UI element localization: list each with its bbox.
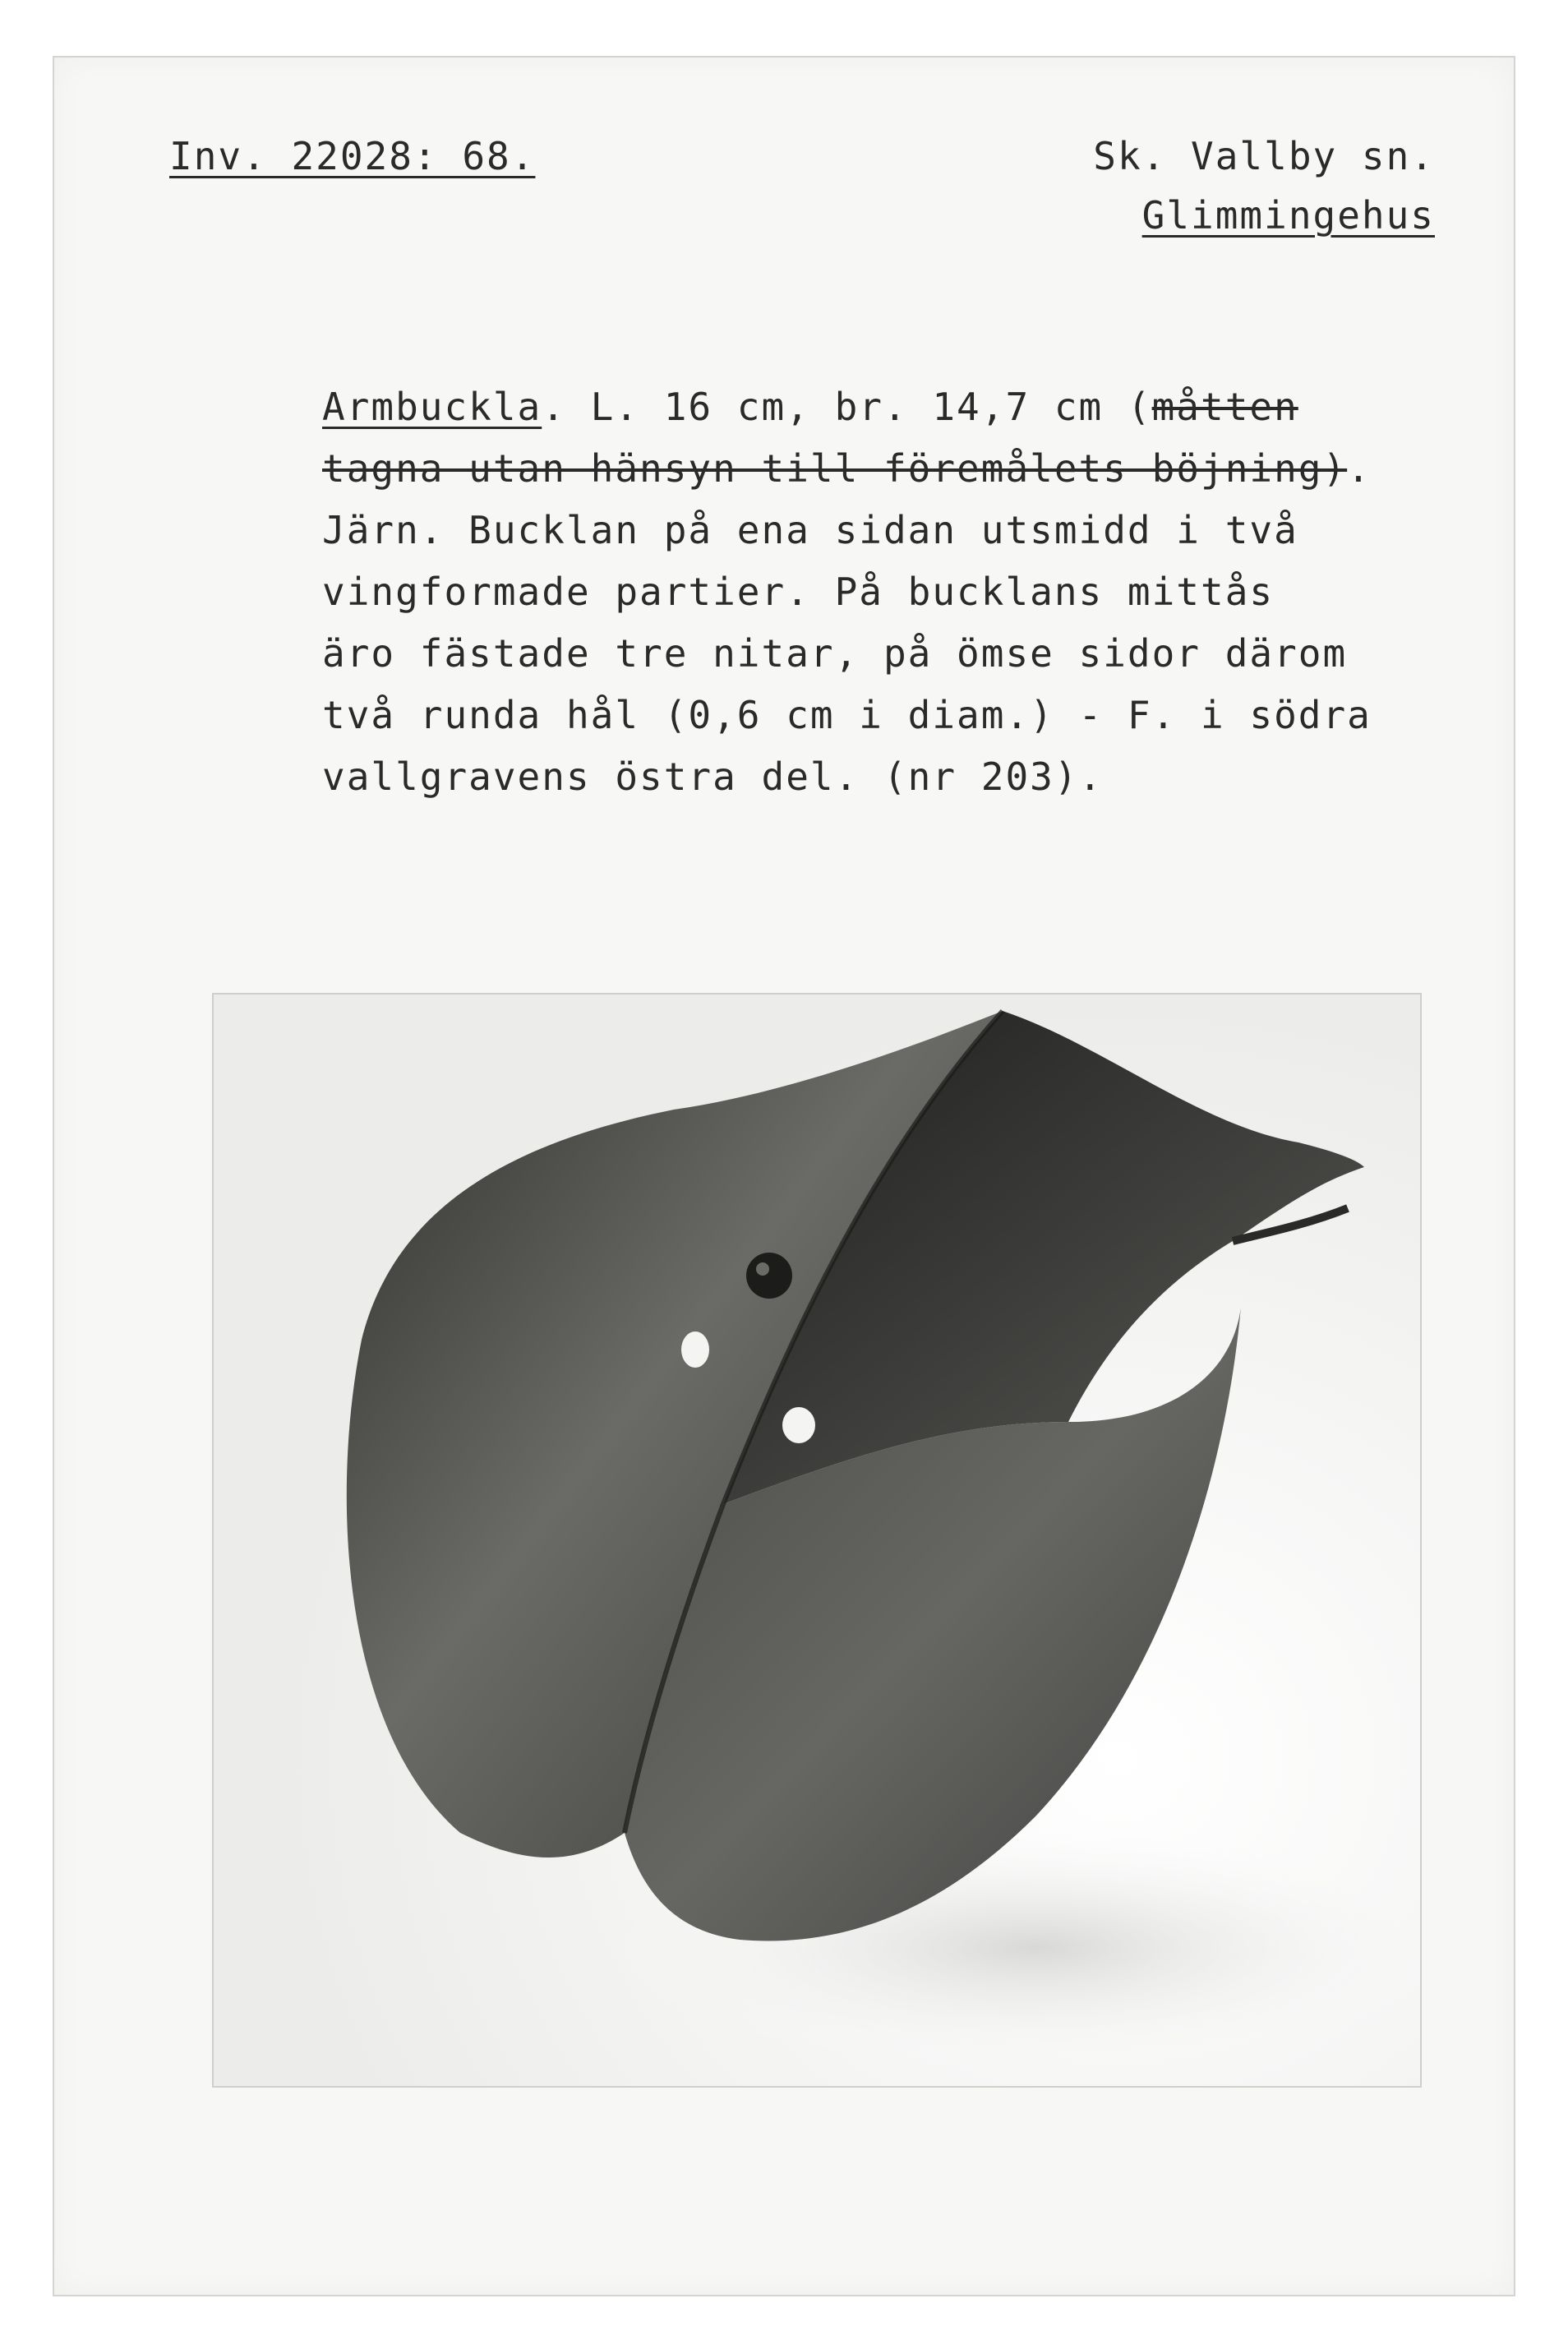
place-name: Glimmingehus: [1141, 193, 1435, 238]
struck-text-1: måtten: [1151, 385, 1298, 429]
parish-label: Sk. Vallby sn.: [1093, 134, 1435, 178]
object-photo: [212, 993, 1422, 2088]
description-line-4: vingformade partier. På bucklans mittås: [322, 570, 1275, 614]
catalog-card: [53, 56, 1515, 2296]
description-line-5: äro fästade tre nitar, på ömse sidor därom: [322, 631, 1348, 676]
description-line-1: [322, 376, 1372, 438]
struck-text-2: tagna utan hänsyn till föremålets böjning): [322, 446, 1348, 491]
line-2-end: .: [1347, 446, 1372, 491]
object-name: Armbuckla: [322, 385, 542, 429]
description-line-6: två runda hål (0,6 cm i diam.) - F. i södra: [322, 693, 1372, 737]
description-line-2: [322, 438, 1372, 500]
inventory-number: Inv. 22028: 68.: [169, 134, 536, 178]
object-description: [322, 376, 1372, 808]
description-line-3: Järn. Bucklan på ena sidan utsmidd i två: [322, 508, 1298, 552]
measurements: . L. 16 cm, br. 14,7 cm (: [542, 385, 1152, 429]
armbuckla-illustration: [214, 995, 1420, 2086]
description-line-7: vallgravens östra del. (nr 203).: [322, 755, 1104, 799]
